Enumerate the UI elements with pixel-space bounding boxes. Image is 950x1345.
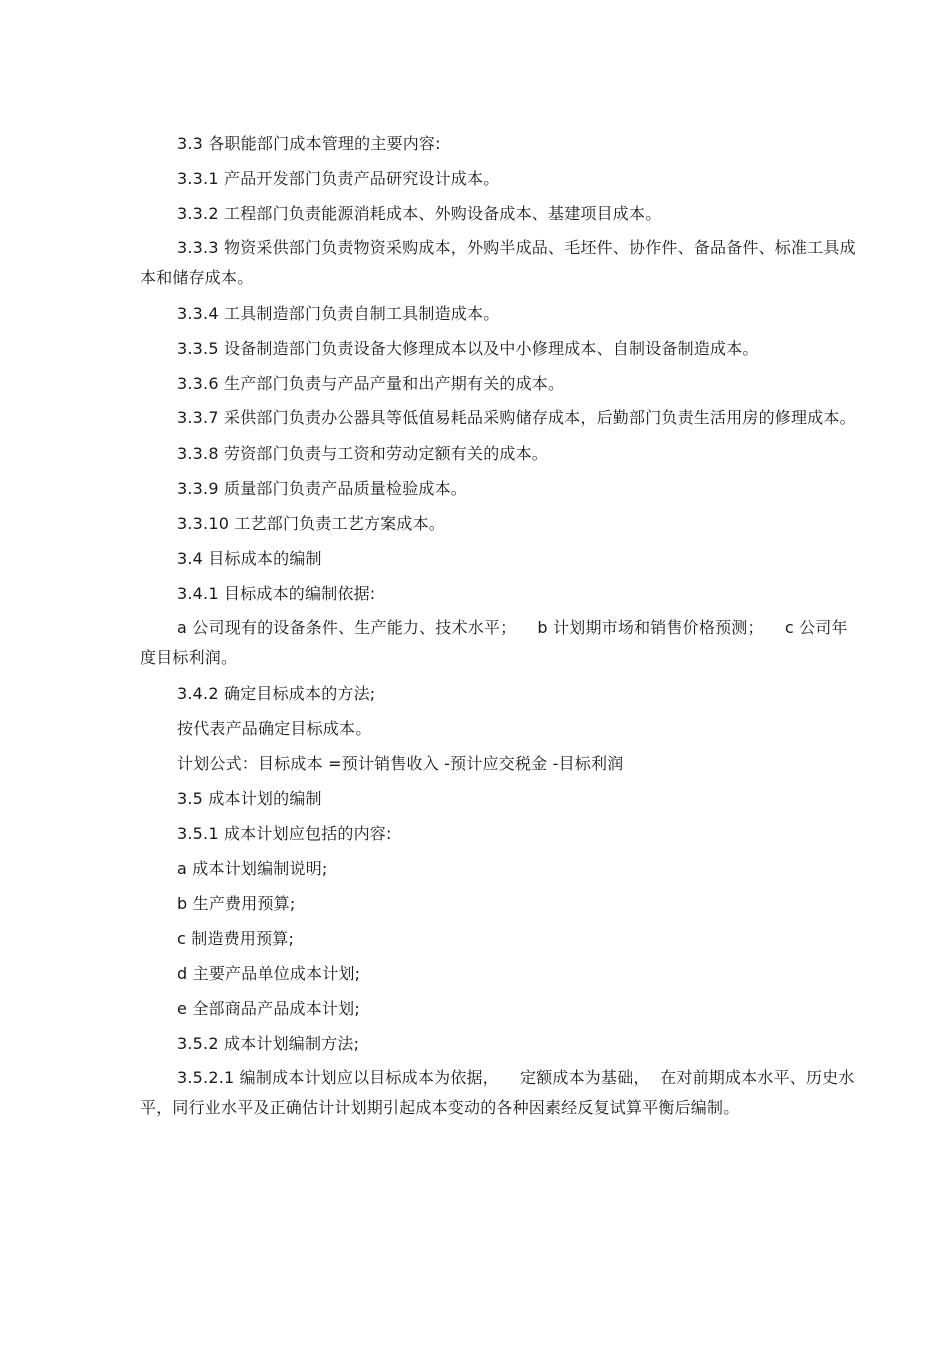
paragraph-3-3-1: 3.3.1 产品开发部门负责产品研究设计成本。 [177,169,500,188]
paragraph-3-4-2: 3.4.2 确定目标成本的方法; [177,684,376,703]
list-item-c: c 制造费用预算; [177,929,295,948]
heading-3-4: 3.4 目标成本的编制 [177,549,322,568]
paragraph-3-3-9: 3.3.9 质量部门负责产品质量检验成本。 [177,479,467,498]
paragraph-3-3: 3.3 各职能部门成本管理的主要内容: [177,134,441,153]
paragraph-3-5-2-1: 3.5.2.1 编制成本计划应以目标成本为依据， 定额成本为基础， 在对前期成本水平、历史水平，同行业水平及正确估计计划期引起成本变动的各种因素经反复试算平衡后编制。 [140,1068,855,1117]
list-item-d: d 主要产品单位成本计划; [177,964,361,983]
paragraph-method: 按代表产品确定目标成本。 [177,719,372,738]
paragraph-3-3-2: 3.3.2 工程部门负责能源消耗成本、外购设备成本、基建项目成本。 [177,204,662,223]
paragraph-3-3-4: 3.3.4 工具制造部门负责自制工具制造成本。 [177,304,500,323]
paragraph-3-3-8: 3.3.8 劳资部门负责与工资和劳动定额有关的成本。 [177,444,548,463]
paragraph-3-5-1: 3.5.1 成本计划应包括的内容: [177,824,392,843]
list-item-a: a 成本计划编制说明; [177,859,328,878]
paragraph-3-3-10: 3.3.10 工艺部门负责工艺方案成本。 [177,514,445,533]
paragraph-3-3-7: 3.3.7 采供部门负责办公器具等低值易耗品采购储存成本，后勤部门负责生活用房的修理成本。 [177,408,856,427]
list-item-e: e 全部商品产品成本计划; [177,999,360,1018]
paragraph-3-4-1-basis: a 公司现有的设备条件、生产能力、技术水平； b 计划期市场和销售价格预测； c 公司年度目标利润。 [140,618,848,667]
list-item-b: b 生产费用预算; [177,894,296,913]
paragraph-3-3-5: 3.3.5 设备制造部门负责设备大修理成本以及中小修理成本、自制设备制造成本。 [177,339,759,358]
paragraph-formula: 计划公式：目标成本 =预计销售收入 -预计应交税金 -目标利润 [177,754,624,773]
heading-3-5: 3.5 成本计划的编制 [177,789,322,808]
paragraph-3-3-3: 3.3.3 物资采供部门负责物资采购成本，外购半成品、毛坯件、协作件、备品备件、标准工具成本和储存成本。 [140,238,856,287]
document-body [140,126,860,1126]
paragraph-3-3-6: 3.3.6 生产部门负责与产品产量和出产期有关的成本。 [177,374,565,393]
paragraph-3-4-1: 3.4.1 目标成本的编制依据: [177,584,376,603]
paragraph-3-5-2: 3.5.2 成本计划编制方法; [177,1034,360,1053]
